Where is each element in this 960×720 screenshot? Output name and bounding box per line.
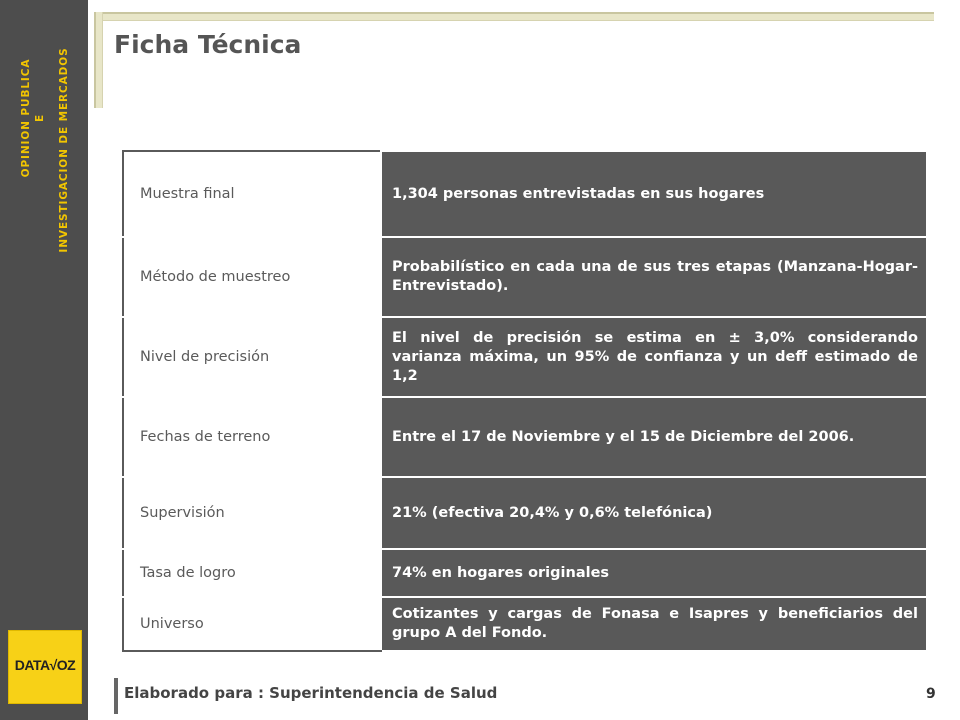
table-row: [123, 549, 927, 597]
footer-divider: [114, 678, 118, 714]
sidebar-tagline-line1: OPINION PUBLICA: [20, 58, 32, 178]
table-row: [123, 597, 927, 651]
sidebar-tagline-line3: INVESTIGACION DE MERCADOS: [58, 47, 70, 253]
header-rule: [94, 12, 934, 21]
row-value: Probabilístico en cada una de sus tres etapas (Manzana-Hogar-Entrevistado).: [381, 237, 927, 317]
row-label: Tasa de logro: [123, 549, 381, 597]
header-rule-vertical: [94, 12, 103, 108]
row-value: 1,304 personas entrevistadas en sus hogares: [381, 151, 927, 237]
sidebar: [0, 0, 88, 720]
table-row: [123, 317, 927, 397]
row-label: Fechas de terreno: [123, 397, 381, 477]
row-value: Cotizantes y cargas de Fonasa e Isapres y beneficiarios del grupo A del Fondo.: [381, 597, 927, 651]
table-row: [123, 237, 927, 317]
datavoz-logo: [8, 630, 82, 704]
row-label: Nivel de precisión: [123, 317, 381, 397]
table-row: [123, 397, 927, 477]
row-value: El nivel de precisión se estima en ± 3,0% considerando varianza máxima, un 95% de confianza y un deff estimado de 1,2: [381, 317, 927, 397]
checkmark-icon: √: [49, 657, 57, 673]
page-title: Ficha Técnica: [114, 30, 302, 59]
row-label: Universo: [123, 597, 381, 651]
ficha-tecnica-table: [122, 150, 928, 652]
row-label: Supervisión: [123, 477, 381, 549]
row-value: 74% en hogares originales: [381, 549, 927, 597]
row-label: Muestra final: [123, 151, 381, 237]
page-number: 9: [926, 686, 936, 702]
row-value: 21% (efectiva 20,4% y 0,6% telefónica): [381, 477, 927, 549]
logo-wordmark: DATA√OZ: [14, 657, 76, 673]
row-value: Entre el 17 de Noviembre y el 15 de Diciembre del 2006.: [381, 397, 927, 477]
table-row: [123, 151, 927, 237]
row-label: Método de muestreo: [123, 237, 381, 317]
sidebar-tagline-line2: E: [34, 113, 46, 123]
footer-credit: Elaborado para : Superintendencia de Salud: [124, 684, 498, 702]
table-row: [123, 477, 927, 549]
